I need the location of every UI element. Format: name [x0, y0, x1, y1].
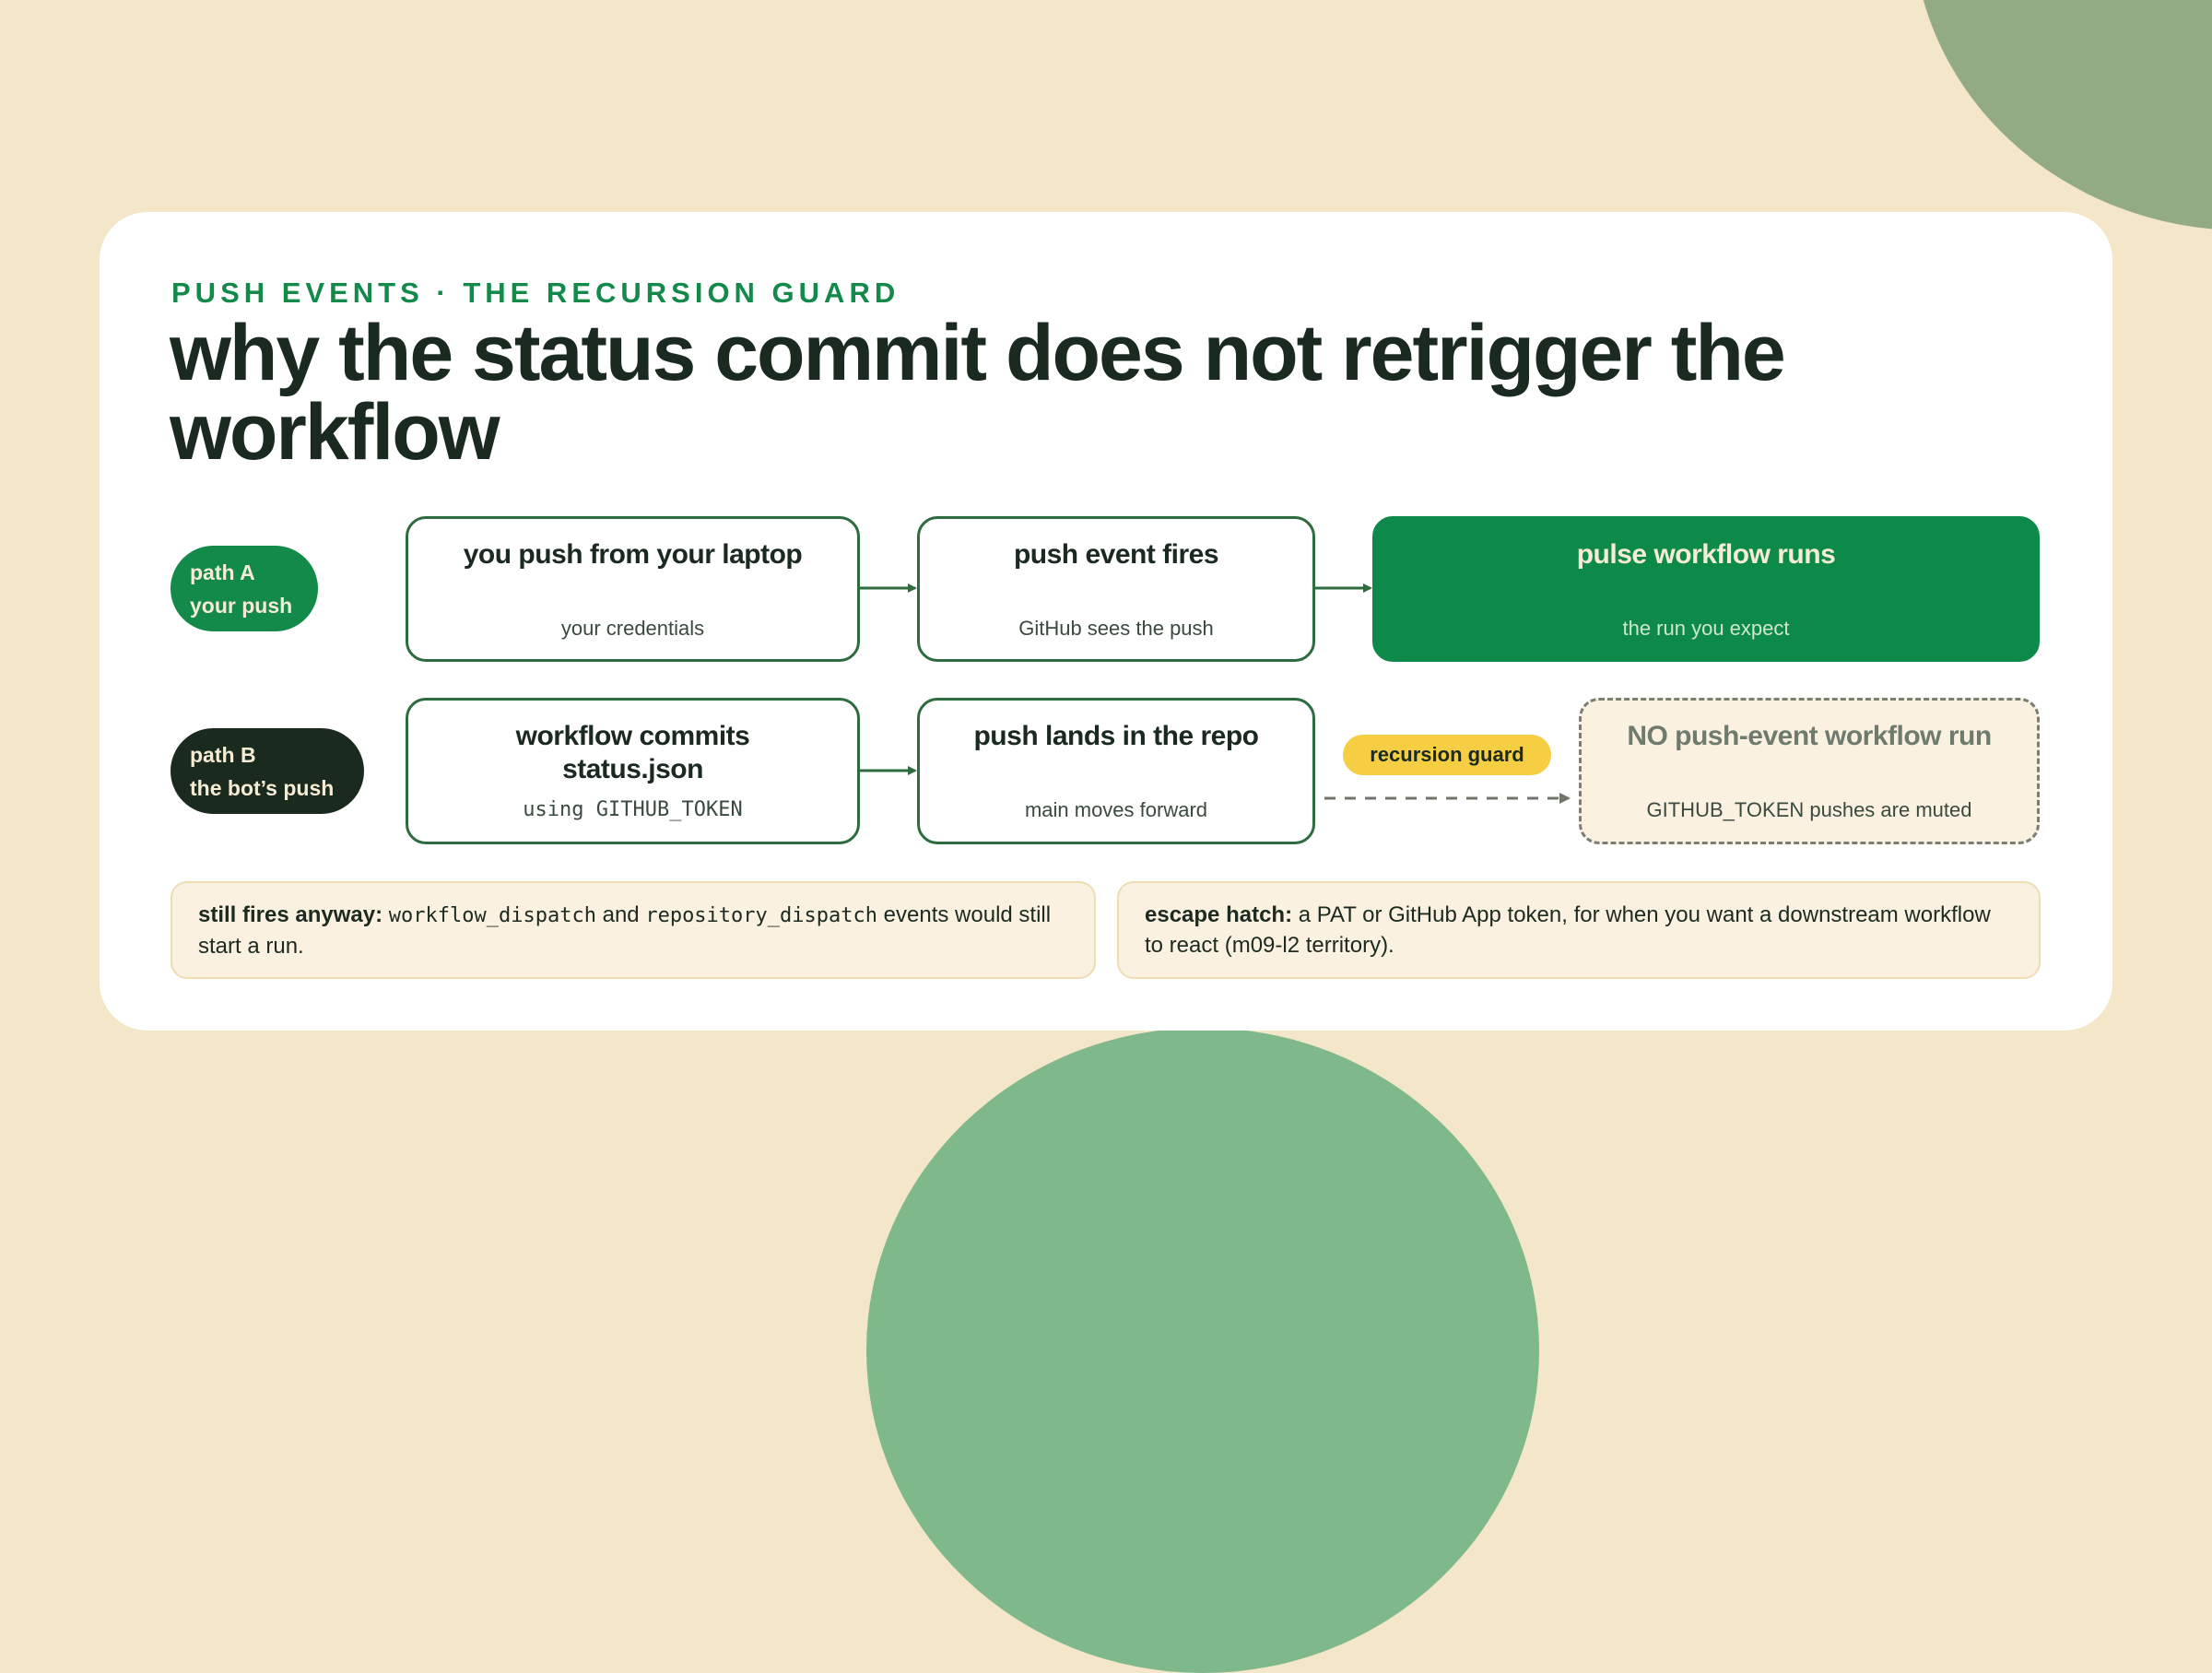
- note-left-code-workflow-dispatch: workflow_dispatch: [388, 904, 596, 927]
- path-a-name: path A: [190, 560, 255, 584]
- eyebrow-label: PUSH EVENTS · THE RECURSION GUARD: [171, 277, 900, 309]
- note-escape-hatch: [1117, 881, 2041, 979]
- note-left-lead: still fires anyway:: [198, 902, 383, 927]
- step-b1-title-line2: status.json: [562, 754, 703, 784]
- step-b2-subtitle: main moves forward: [1024, 798, 1208, 821]
- step-b3-title: NO push-event workflow run: [1627, 721, 1992, 751]
- step-a1-title: you push from your laptop: [463, 539, 803, 570]
- recursion-guard-badge: recursion guard: [1343, 735, 1551, 775]
- note-right-lead: escape hatch:: [1145, 902, 1293, 927]
- step-a2-title: push event fires: [1013, 539, 1219, 570]
- path-b-desc: the bot’s push: [190, 775, 335, 800]
- step-b3-subtitle: GITHUB_TOKEN pushes are muted: [1646, 798, 1972, 821]
- step-a1-subtitle: your credentials: [560, 617, 705, 640]
- path-b-name: path B: [190, 742, 256, 767]
- note-left-tail: events would still start a run.: [198, 902, 1052, 959]
- page-title: why the status commit does not retrigger the workflow: [170, 309, 1784, 477]
- step-a3-title: pulse workflow runs: [1576, 539, 1836, 570]
- step-b2-title: push lands in the repo: [973, 721, 1259, 751]
- step-a2-subtitle: GitHub sees the push: [1018, 617, 1214, 640]
- path-a-desc: your push: [190, 593, 293, 618]
- step-b1-subtitle: using GITHUB_TOKEN: [523, 798, 743, 821]
- note-still-fires: [171, 881, 1096, 979]
- note-right-tail: a PAT or GitHub App token, for when you want a downstream workflow to react (m09-l2 territory).: [1145, 902, 1991, 958]
- step-a3-subtitle: the run you expect: [1622, 617, 1790, 640]
- note-left-code-repository-dispatch: repository_dispatch: [645, 904, 877, 927]
- step-b1-title-line1: workflow commits: [515, 721, 750, 751]
- note-left-mid: and: [595, 902, 646, 927]
